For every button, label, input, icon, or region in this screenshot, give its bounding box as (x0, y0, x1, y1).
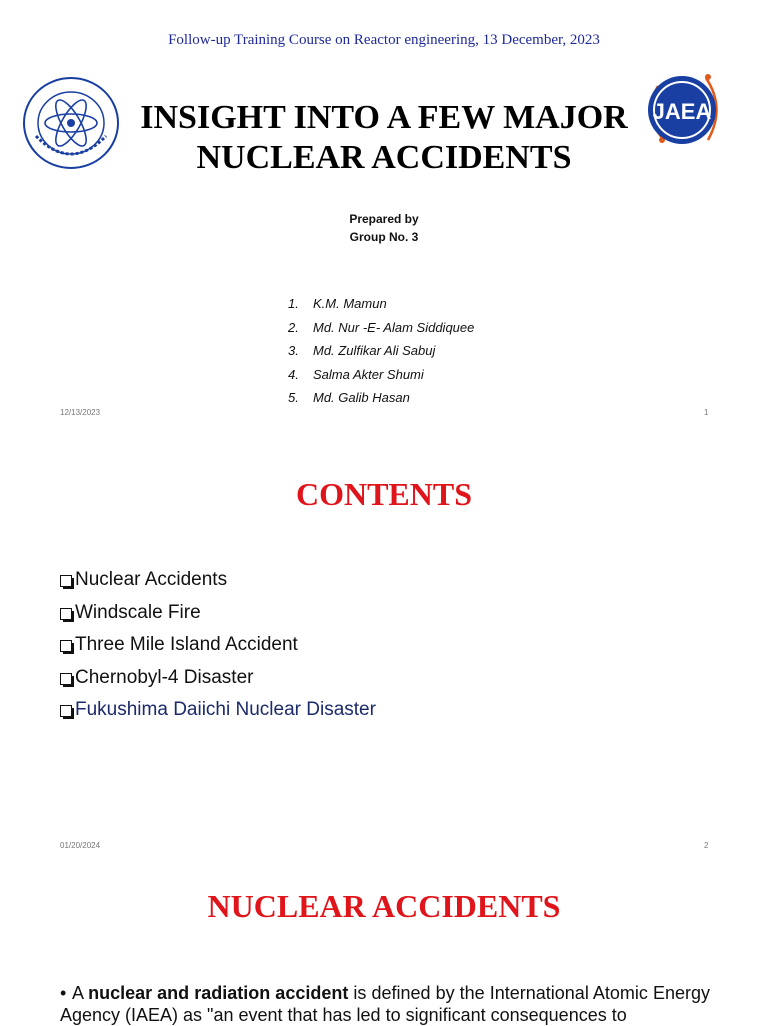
list-item: Nuclear Accidents (60, 564, 376, 597)
svg-text:JAEA: JAEA (652, 99, 712, 124)
section-heading: NUCLEAR ACCIDENTS (207, 888, 561, 924)
jaea-logo (632, 68, 732, 156)
contents-list (60, 564, 376, 727)
checkbox-bullet-icon (60, 705, 72, 717)
contents-heading: CONTENTS (295, 476, 473, 512)
list-item: 2. Md. Nur -E- Alam Siddiquee (288, 320, 474, 344)
definition-paragraph: • A nuclear and radiation accident is defined by the International Atomic Energy Agency (IAEA) as "an event that has led to significant consequences to (60, 983, 710, 1025)
list-item: Windscale Fire (60, 597, 376, 630)
slide-date: 01/20/2024 (60, 841, 101, 850)
group-label: Group No. 3 (349, 230, 419, 244)
bullet-icon: • (60, 983, 67, 1003)
list-item: 4. Salma Akter Shumi (288, 367, 474, 391)
checkbox-bullet-icon (60, 575, 72, 587)
slide-date: 12/13/2023 (60, 408, 101, 417)
course-line: Follow-up Training Course on Reactor engineering, 13 December, 2023 (168, 32, 600, 48)
member-name: Md. Galib Hasan (313, 390, 410, 405)
slide-number: 1 (704, 408, 709, 417)
checkbox-bullet-icon (60, 608, 72, 620)
title-line-2: NUCLEAR ACCIDENTS (196, 139, 572, 176)
list-item: 3. Md. Zulfikar Ali Sabuj (288, 343, 474, 367)
title-slide (0, 0, 768, 430)
presentation-title (110, 98, 658, 182)
nuclear-accidents-slide (0, 862, 768, 1024)
list-item: 5. Md. Galib Hasan (288, 390, 474, 414)
member-name: Salma Akter Shumi (313, 366, 424, 382)
list-item: 1. K.M. Mamun (288, 296, 474, 320)
title-line-1: INSIGHT INTO A FEW MAJOR (140, 99, 628, 136)
list-item: Three Mile Island Accident (60, 629, 376, 662)
prepared-by-label: Prepared by (349, 212, 419, 226)
member-name: Md. Nur -E- Alam Siddiquee (313, 319, 475, 335)
member-list (288, 296, 474, 414)
checkbox-bullet-icon (60, 673, 72, 685)
member-name: K.M. Mamun (313, 296, 387, 311)
list-item: Chernobyl-4 Disaster (60, 662, 376, 695)
member-name: Md. Zulfikar Ali Sabuj (313, 343, 436, 358)
slide-number: 2 (704, 841, 709, 850)
atomic-energy-commission-logo (22, 76, 120, 170)
prepared-by-block (0, 210, 768, 246)
list-item: Fukushima Daiichi Nuclear Disaster (60, 694, 376, 727)
checkbox-bullet-icon (60, 640, 72, 652)
contents-slide (0, 430, 768, 862)
